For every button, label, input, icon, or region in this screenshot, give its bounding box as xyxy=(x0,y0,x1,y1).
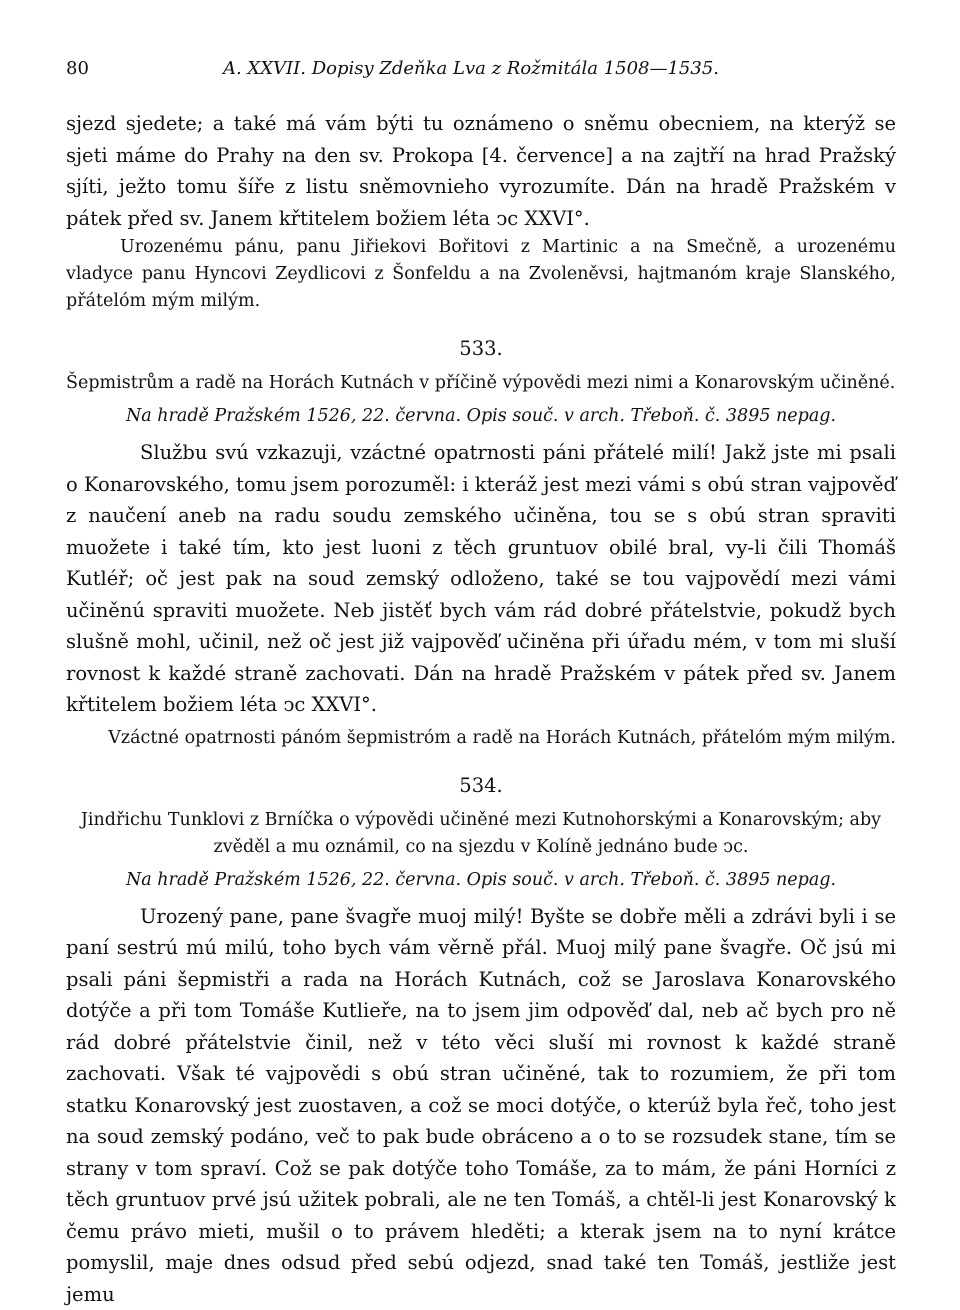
previous-letter-text: sjezd sjedete; a také má vám býti tu oznámeno o sněmu obecniem, na kterýž se sjeti máme do Prahy na den sv. Prokopa [4. července] a na zajtří na hrad Pražský sjíti, ježto tomu šíře z listu sněmovnieho vyrozumíte. Dán na hradě Pražském v pátek před sv. Janem křtitelem božiem léta ↄc XXVI°. xyxy=(66,108,896,234)
document-heading-533: Šepmistrům a radě na Horách Kutnách v příčině výpovědi mezi nimi a Konarovským učiněné. xyxy=(66,370,896,397)
running-title: A. XXVII. Dopisy Zdeňka Lva z Rožmitála 1508—1535. xyxy=(136,58,896,79)
document-number-534: 534. xyxy=(66,774,896,797)
running-head xyxy=(66,58,896,88)
document-number-533: 533. xyxy=(66,337,896,360)
document-source-533: Na hradě Pražském 1526, 22. června. Opis souč. v arch. Třeboň. č. 3895 nepag. xyxy=(66,401,896,431)
document-page xyxy=(66,58,896,1310)
document-address-533: Vzáctné opatrnosti pánóm šepmistróm a radě na Horách Kutnách, přátelóm mým milým. xyxy=(66,725,896,752)
page-number: 80 xyxy=(66,58,136,79)
document-body-534: Urozený pane, pane švagře muoj milý! Byšte se dobře měli a zdrávi byli i se paní sestrú mú milú, toho bych vám věrně přál. Muoj milý pane švagře. Oč jsú mi psali páni šepmistři a rada na Horách Kutnách, což se Jaroslava Konarovského dotýče a při tom Tomáše Kutlieře, na to jsem jim odpověď dal, neb ač bych pro ně rád dobré přátelstvie činil, než v této věci sluší mi rovnost k každé straně zachovati. Však té vajpovědi s obú stran učiněné, tak to rozumiem, že při tom statku Konarovský jest zuostaven, a což se moci dotýče, o kterúž byla řeč, toho jest na soud zemský podáno, več to pak bude obráceno a o to se rozsudek stane, tím se strany v tom spraví. Což se pak dotýče toho Tomáše, za to mám, že páni Horníci z těch gruntuov prvé jsú užitek pobrali, ale ne ten Tomáš, a chtěl-li jest Konarovský k čemu právo mieti, mušil o to právem hleděti; a kterak jsem na to nyní krátce pomyslil, maje dnes odsud před sebú odjezd, snad také ten Tomáš, jestliže jest jemu xyxy=(66,901,896,1310)
document-source-534: Na hradě Pražském 1526, 22. června. Opis souč. v arch. Třeboň. č. 3895 nepag. xyxy=(66,865,896,895)
previous-letter-address: Urozenému pánu, panu Jiřiekovi Bořitovi z Martinic a na Smečně, a urozenému vladyce panu Hyncovi Zeydlicovi z Šonfeldu a na Zvoleněvsi, hajtmanóm kraje Slanského, přátelóm mým milým. xyxy=(66,234,896,315)
document-body-533: Službu svú vzkazuji, vzáctné opatrnosti páni přátelé milí! Jakž jste mi psali o Konarovského, tomu jsem porozuměl: i kteráž jest mezi vámi s obú stran vajpověď z naučení aneb na radu soudu zemského učiněna, tou se s obú stran spraviti muožete i také tím, kto jest luoni z těch gruntuov obilé bral, vy-li čili Thomáš Kutléř; oč jest pak na soud zemský odloženo, také se tou vajpovědí mezi vámi učiněnú spraviti muožete. Neb jistěť bych vám rád dobré přátelstvie, pokudž bych slušně mohl, učinil, než oč jest již vajpověď učiněna při úřadu mém, v tom mi sluší rovnost k každé straně zachovati. Dán na hradě Pražském v pátek před sv. Janem křtitelem božiem léta ↄc XXVI°. xyxy=(66,437,896,721)
document-heading-534: Jindřichu Tunklovi z Brníčka o výpovědi učiněné mezi Kutnohorskými a Konarovským; aby zvěděl a mu oznámil, co na sjezdu v Kolíně jednáno bude ↄc. xyxy=(66,807,896,861)
